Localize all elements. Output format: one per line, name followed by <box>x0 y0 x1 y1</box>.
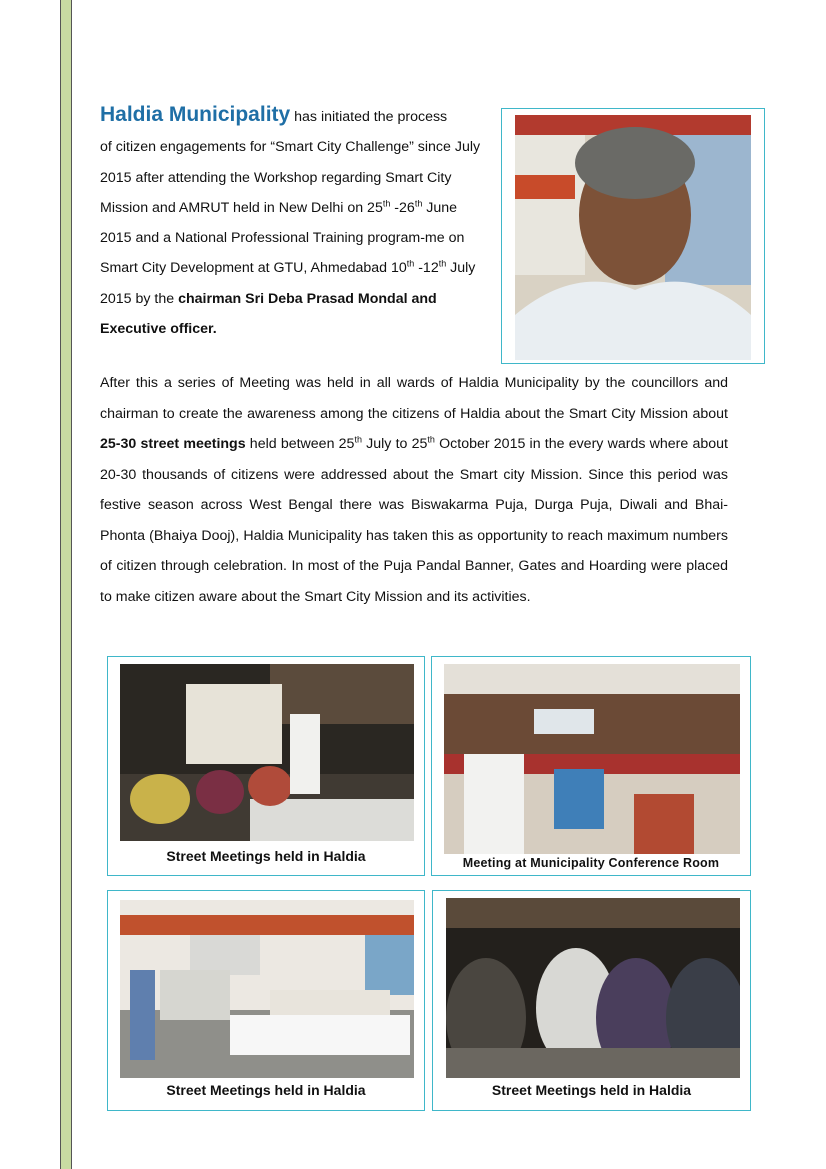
street-meeting-photo <box>120 664 414 841</box>
intro-text-3: -26 <box>390 199 415 216</box>
photo-box-street-meeting-3 <box>432 890 751 1111</box>
sup-th: th <box>414 198 423 209</box>
body-paragraph <box>100 368 728 612</box>
photo-box-street-meeting-1 <box>107 656 425 876</box>
photo-caption: Meeting at Municipality Conference Room <box>462 856 720 870</box>
body-text-1: After this a series of Meeting was held in all wards of Haldia Municipality by the councillors and chairman to create the awareness among the citizens of Haldia about the Smart City Mission about <box>100 375 728 422</box>
street-meeting-photo <box>446 898 740 1078</box>
photo-caption: Street Meetings held in Haldia <box>166 1082 366 1098</box>
body-text-2: held between 25 <box>245 436 355 452</box>
photo-caption: Street Meetings held in Haldia <box>166 848 366 864</box>
intro-paragraph <box>100 100 492 344</box>
sup-th: th <box>382 198 391 209</box>
intro-title: Haldia Municipality <box>100 103 291 126</box>
intro-text-5: -12 <box>414 260 439 277</box>
street-meeting-photo <box>120 900 414 1078</box>
conference-room-photo <box>444 664 740 854</box>
intro-text-1: has initiated the process <box>290 109 448 125</box>
chairman-photo-frame <box>501 108 765 364</box>
intro-text-6: July 2015 by the <box>100 260 476 307</box>
photo-caption: Street Meetings held in Haldia <box>491 1082 692 1098</box>
body-text-4: October 2015 in the every wards where about 20-30 thousands of citizens were addressed about the Smart city Mission. Since this period was festive season across West Bengal there was Biswakarma Puja, Durga Puja, Diwali and Bhai-Phonta (Bhaiya Dooj), Haldia Municipality has taken this as opportunity to reach maximum numbers of citizen through celebration. In most of the Puja Pandal Banner, Gates and Hoarding were placed to make citizen aware about the Smart City Mission and its activities. <box>100 436 728 605</box>
intro-text-4: June 2015 and a National Professional Training program-me on Smart City Development at GTU, Ahmedabad 10 <box>100 199 465 277</box>
photo-box-conference-room <box>431 656 751 876</box>
intro-text-2: of citizen engagements for “Smart City Challenge” since July 2015 after attending the Workshop regarding Smart City Mission and AMRUT held in New Delhi on 25 <box>100 139 481 216</box>
body-bold: 25-30 street meetings <box>100 436 246 452</box>
page-margin-bar <box>60 0 72 1169</box>
sup-th: th <box>438 258 447 269</box>
intro-bold: chairman Sri Deba Prasad Mondal and Executive officer. <box>100 290 437 338</box>
sup-th: th <box>354 434 362 445</box>
chairman-photo <box>515 115 751 360</box>
sup-th: th <box>427 434 435 445</box>
photo-box-street-meeting-2 <box>107 890 425 1111</box>
sup-th: th <box>406 258 415 269</box>
body-text-3: July to 25 <box>361 436 428 452</box>
